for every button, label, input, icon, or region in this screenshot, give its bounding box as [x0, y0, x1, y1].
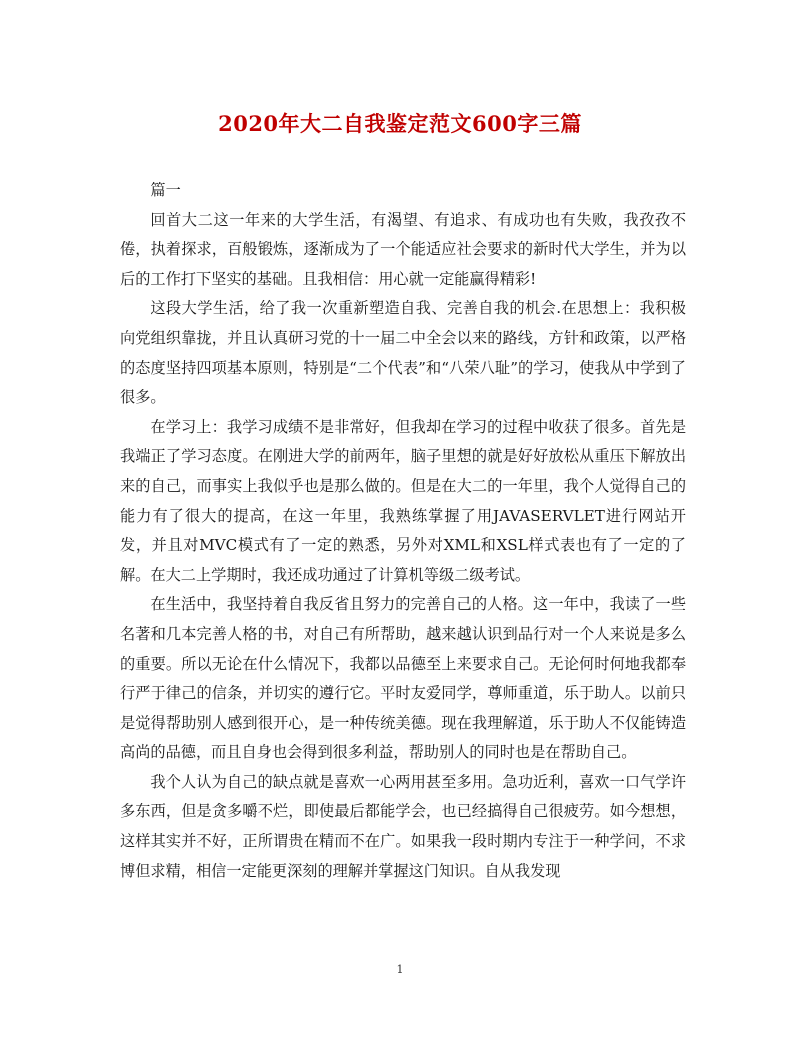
page-title: 2020年大二自我鉴定范文600字三篇: [218, 111, 582, 136]
paragraph-1: 回首大二这一年来的大学生活，有渴望、有追求、有成功也有失败，我孜孜不倦，执着探求，百般锻炼，逐渐成为了一个能适应社会要求的新时代大学生，并为以后的工作打下坚实的基础。且我相信：用心就一定能赢得精彩!: [120, 210, 686, 288]
paragraph-2: 这段大学生活，给了我一次重新塑造自我、完善自我的机会.在思想上：我积极向党组织靠拢，并且认真研习党的十一届二中全会以来的路线，方针和政策，以严格的态度坚持四项基本原则，特别是“二个代表”和“八荣八耻”的学习，使我从中学到了很多。: [120, 299, 686, 407]
paragraph-4: 在生活中，我坚持着自我反省且努力的完善自己的人格。这一年中，我读了一些名著和几本完善人格的书，对自己有所帮助，越来越认识到品行对一个人来说是多么的重要。所以无论在什么情况下，我都以品德至上来要求自己。无论何时何地我都奉行严于律己的信条，并切实的遵行它。平时友爱同学，尊师重道，乐于助人。以前只是觉得帮助别人感到很开心，是一种传统美德。现在我理解道，乐于助人不仅能铸造高尚的品德，而且自身也会得到很多利益，帮助别人的同时也是在帮助自己。: [120, 595, 686, 762]
document-body: [120, 176, 686, 886]
page-number: 1: [396, 963, 404, 976]
section-heading: 篇一: [150, 181, 181, 199]
paragraph-5: 我个人认为自己的缺点就是喜欢一心两用甚至多用。急功近利，喜欢一口气学许多东西，但是贪多嚼不烂，即使最后都能学会，也已经搞得自己很疲劳。如今想想，这样其实并不好，正所谓贵在精而不在广。如果我一段时期内专注于一种学问，不求博但求精，相信一定能更深刻的理解并掌握这门知识。自从我发现: [120, 772, 686, 880]
paragraph-3: 在学习上：我学习成绩不是非常好，但我却在学习的过程中收获了很多。首先是我端正了学习态度。在刚进大学的前两年，脑子里想的就是好好放松从重压下解放出来的自己，而事实上我似乎也是那么做的。但是在大二的一年里，我个人觉得自己的能力有了很大的提高，在这一年里，我熟练掌握了用JAVASERVLET进行网站开发，并且对MVC模式有了一定的熟悉，另外对XML和XSL样式表也有了一定的了解。在大二上学期时，我还成功通过了计算机等级二级考试。: [120, 417, 686, 584]
